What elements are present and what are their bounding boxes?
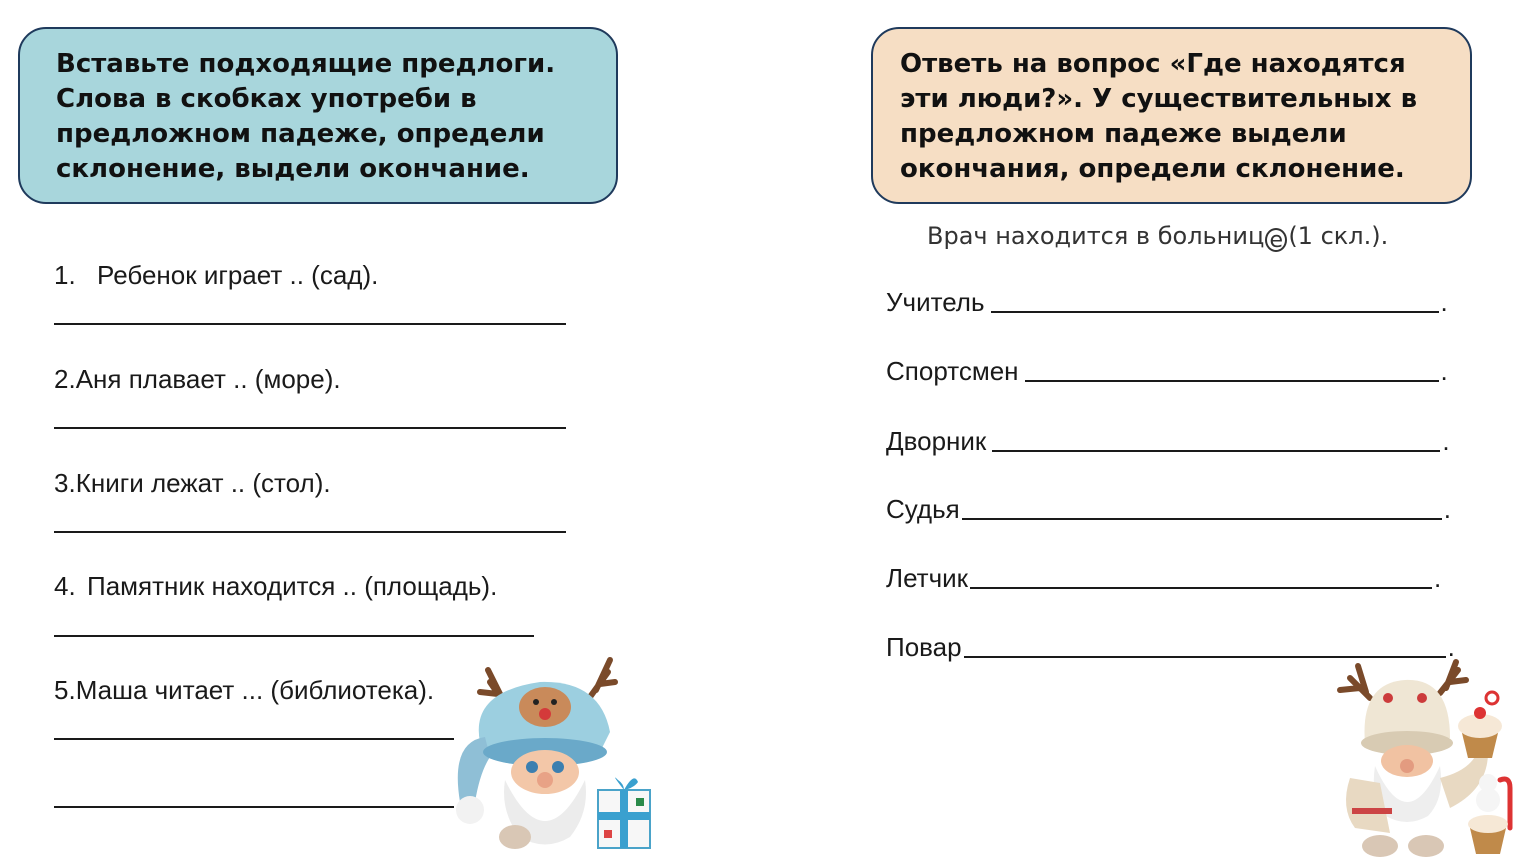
person-word: Спортсмен [886, 356, 1019, 386]
answer-line-3[interactable] [54, 531, 566, 533]
answer-line-4[interactable] [54, 635, 534, 637]
left-task-line: Вставьте подходящие предлоги. [56, 49, 556, 79]
exercise-5 [54, 675, 434, 706]
line-end-dot: . [1440, 287, 1448, 317]
exercise-text: Ребенок играет .. (сад). [97, 260, 379, 290]
right-task-line: предложном падеже выдели [900, 119, 1347, 149]
exercise-text: Маша читает ... (библиотека). [75, 675, 435, 705]
exercise-1 [54, 260, 378, 291]
person-word: Учитель [886, 287, 985, 317]
exercise-4 [54, 571, 497, 602]
exercise-text: Аня плавает .. (море). [75, 364, 341, 394]
exercise-number: 2. [54, 364, 76, 394]
exercise-number: 4. [54, 571, 76, 601]
circled-ending: е [1265, 228, 1287, 252]
answer-line-6[interactable] [54, 806, 454, 808]
answer-line[interactable] [992, 428, 1440, 452]
answer-line[interactable] [1025, 358, 1439, 382]
person-row-pilot [886, 563, 1441, 594]
right-task-box [871, 27, 1472, 204]
right-task-line: Ответь на вопрос «Где находятся [900, 49, 1406, 79]
person-word: Летчик [886, 563, 969, 593]
answer-line[interactable] [970, 565, 1432, 589]
line-end-dot: . [1440, 356, 1448, 386]
gnome-reindeer-gift-image [450, 652, 660, 858]
left-task-line: предложном падеже, определи [56, 119, 545, 149]
person-word: Повар [886, 632, 962, 662]
right-task-line: эти люди?». У существительных в [900, 84, 1418, 114]
person-row-janitor [886, 426, 1450, 457]
exercise-2 [54, 364, 341, 395]
person-word: Судья [886, 494, 960, 524]
person-row-judge [886, 494, 1451, 525]
answer-line[interactable] [991, 289, 1439, 313]
line-end-dot: . [1443, 494, 1451, 524]
exercise-text: Книги лежат .. (стол). [75, 468, 331, 498]
exercise-3 [54, 468, 331, 499]
answer-line-1[interactable] [54, 323, 566, 325]
person-row-teacher [886, 287, 1448, 318]
sample-sentence [927, 222, 1388, 252]
gnome-reindeer-cupcake-image [1330, 658, 1530, 860]
left-task-text [56, 47, 606, 187]
exercise-number: 5. [54, 675, 76, 705]
left-task-line: Слова в скобках употреби в [56, 84, 477, 114]
sample-text: Врач находится в больниц [927, 222, 1265, 250]
person-word: Дворник [886, 426, 987, 456]
left-task-line: склонение, выдели окончание. [56, 154, 530, 184]
line-end-dot: . [1447, 632, 1455, 662]
exercise-number: 3. [54, 468, 76, 498]
left-task-box [18, 27, 618, 204]
exercise-number: 1. [54, 260, 76, 290]
sample-declension: (1 скл.). [1288, 222, 1389, 250]
line-end-dot: . [1442, 426, 1450, 456]
person-row-sportsman [886, 356, 1448, 387]
line-end-dot: . [1434, 563, 1442, 593]
right-task-text [900, 47, 1462, 187]
answer-line-5[interactable] [54, 738, 454, 740]
answer-line[interactable] [964, 634, 1446, 658]
answer-line-2[interactable] [54, 427, 566, 429]
answer-line[interactable] [962, 496, 1442, 520]
right-task-line: окончания, определи склонение. [900, 154, 1405, 184]
exercise-text: Памятник находится .. (площадь). [87, 571, 498, 601]
